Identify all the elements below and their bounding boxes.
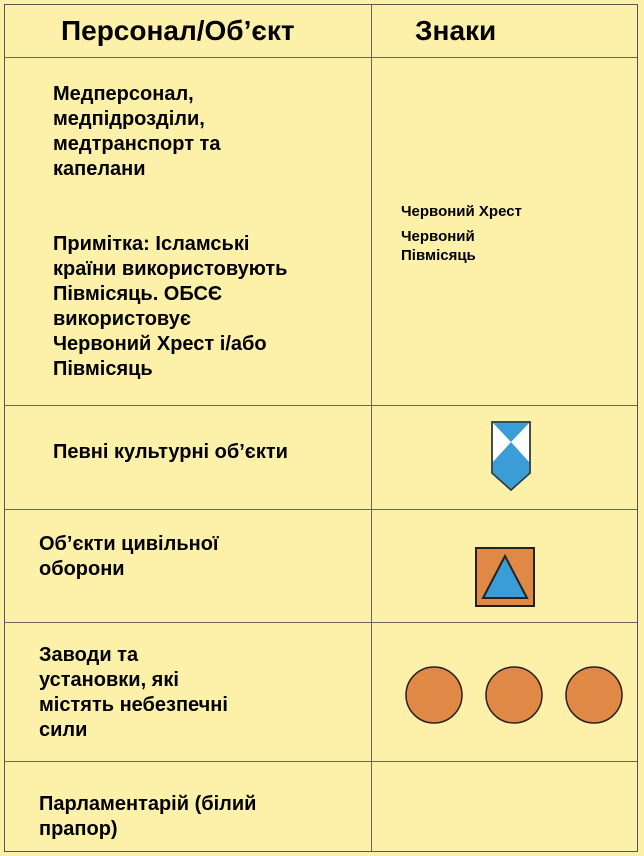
civil-defence-text: Об’єкти цивільної оборони — [39, 533, 219, 580]
dangerous-installations-text: Заводи та установки, які містять небезпечні сили — [39, 644, 228, 741]
row-civil-defence — [5, 510, 637, 623]
header-row — [5, 5, 637, 58]
parlementaire-text: Парламентарій (білий прапор) — [39, 793, 257, 840]
medical-note-text: Примітка: Ісламські країни використовують Півмісяць. ОБСЄ використовує Червоний Хрест і/або Півмісяць — [53, 233, 288, 380]
cultural-property-text: Певні культурні об’єкти — [53, 441, 288, 463]
three-orange-circles-icon — [403, 665, 625, 725]
blue-triangle-on-orange-square-icon — [475, 547, 535, 607]
medical-sign-text: Червоний Хрест Червоний Півмісяць — [401, 203, 522, 264]
signs-table — [4, 4, 638, 852]
row-dangerous-installations — [5, 623, 637, 762]
header-personnel-object: Персонал/Об’єкт — [61, 15, 295, 46]
medical-personnel-text: Медперсонал, медпідрозділи, медтранспорт та капелани — [53, 83, 221, 180]
header-signs: Знаки — [415, 15, 497, 46]
row-medical-personnel — [5, 58, 637, 406]
blue-white-shield-icon — [491, 421, 531, 491]
row-parlementaire — [5, 762, 637, 853]
row-cultural-property — [5, 406, 637, 510]
